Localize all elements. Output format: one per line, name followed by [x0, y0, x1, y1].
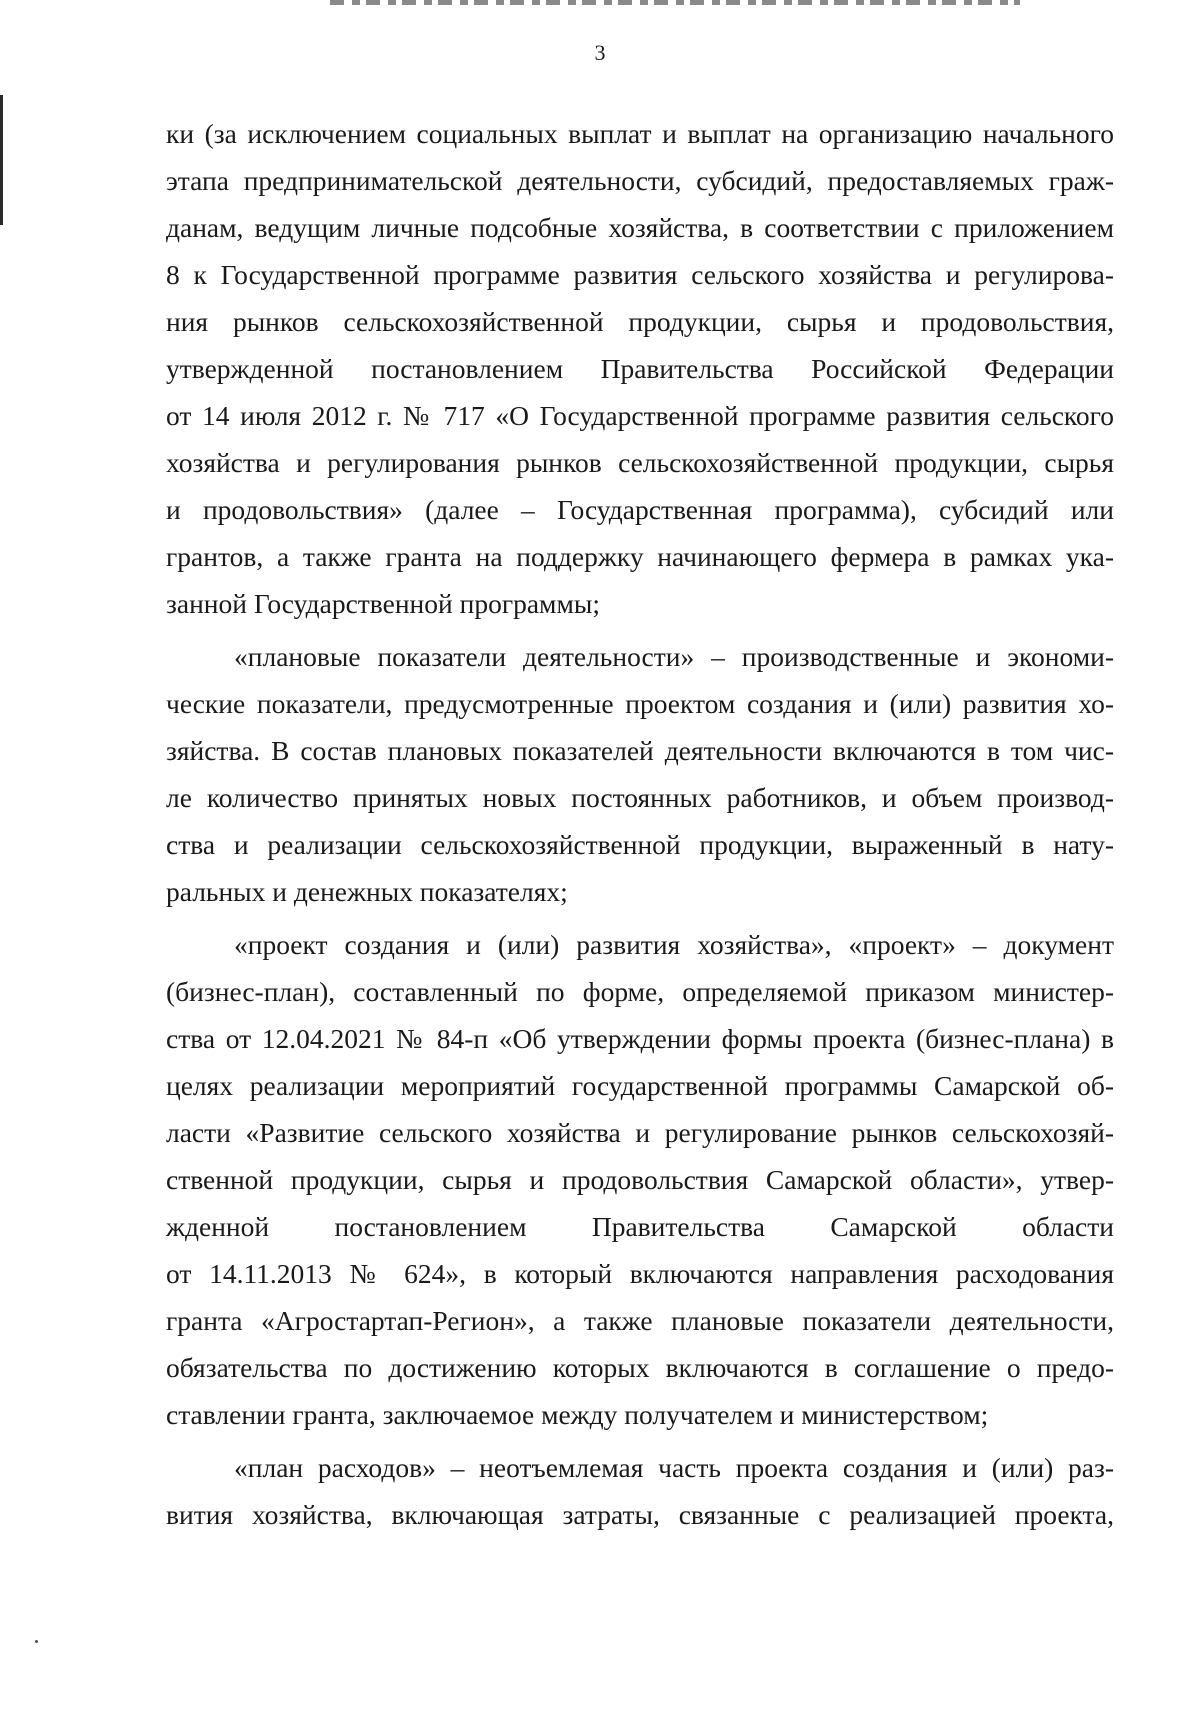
paragraph — [166, 633, 1114, 915]
scan-edge-artifact — [330, 0, 1020, 5]
text-line: ральных и денежных показателях; — [166, 876, 568, 907]
text-line: жденной постановлением Правительства Самарской области — [166, 1211, 1114, 1242]
text-line: ки (за исключением социальных выплат и выплат на организацию начального — [166, 118, 1114, 149]
text-line: (бизнес-план), составленный по форме, определяемой приказом министер- — [166, 976, 1114, 1007]
text-line: вития хозяйства, включающая затраты, связанные с реализацией проекта, — [166, 1499, 1114, 1530]
text-line: ния рынков сельскохозяйственной продукции, сырья и продовольствия, — [166, 306, 1114, 337]
text-line: обязательства по достижению которых включаются в соглашение о предо- — [166, 1352, 1114, 1383]
text-line: утвержденной постановлением Правительства Российской Федерации — [166, 353, 1114, 384]
text-line: данам, ведущим личные подсобные хозяйства, в соответствии с приложением — [166, 212, 1114, 243]
text-line: грантов, а также гранта на поддержку начинающего фермера в рамках ука- — [166, 541, 1114, 572]
document-body — [166, 110, 1114, 1538]
paragraph — [166, 110, 1114, 627]
text-line: целях реализации мероприятий государственной программы Самарской об- — [166, 1070, 1114, 1101]
text-line: гранта «Агростартап-Регион», а также плановые показатели деятельности, — [166, 1305, 1114, 1336]
text-line: хозяйства и регулирования рынков сельскохозяйственной продукции, сырья — [166, 447, 1114, 478]
text-line: занной Государственной программы; — [166, 588, 600, 619]
scan-speck — [35, 1640, 38, 1643]
text-line: и продовольствия» (далее – Государственная программа), субсидий или — [166, 494, 1114, 525]
text-line: ласти «Развитие сельского хозяйства и регулирование рынков сельскохозяй- — [166, 1117, 1114, 1148]
text-line: от 14.11.2013 № 624», в который включаются направления расходования — [166, 1258, 1114, 1289]
paragraph — [166, 1444, 1114, 1538]
text-line: «проект создания и (или) развития хозяйства», «проект» – документ — [234, 929, 1114, 960]
text-line: от 14 июля 2012 г. № 717 «О Государственной программе развития сельского — [166, 400, 1114, 431]
text-line: этапа предпринимательской деятельности, субсидий, предоставляемых граж- — [166, 165, 1114, 196]
scan-margin-mark — [0, 95, 3, 225]
page-number: 3 — [594, 40, 606, 65]
text-line: зяйства. В состав плановых показателей деятельности включаются в том чис- — [166, 735, 1114, 766]
text-line: ческие показатели, предусмотренные проектом создания и (или) развития хо- — [166, 688, 1114, 719]
text-line: «плановые показатели деятельности» – производственные и экономи- — [234, 641, 1114, 672]
text-line: ства от 12.04.2021 № 84-п «Об утверждении формы проекта (бизнес-плана) в — [166, 1023, 1114, 1054]
text-line: ства и реализации сельскохозяйственной продукции, выраженный в нату- — [166, 829, 1114, 860]
text-line: ле количество принятых новых постоянных работников, и объем производ- — [166, 782, 1114, 813]
paragraph — [166, 921, 1114, 1438]
text-line: ственной продукции, сырья и продовольствия Самарской области», утвер- — [166, 1164, 1114, 1195]
text-line: 8 к Государственной программе развития сельского хозяйства и регулирова- — [166, 259, 1114, 290]
text-line: «план расходов» – неотъемлемая часть проекта создания и (или) раз- — [234, 1452, 1114, 1483]
text-line: ставлении гранта, заключаемое между получателем и министерством; — [166, 1399, 989, 1430]
